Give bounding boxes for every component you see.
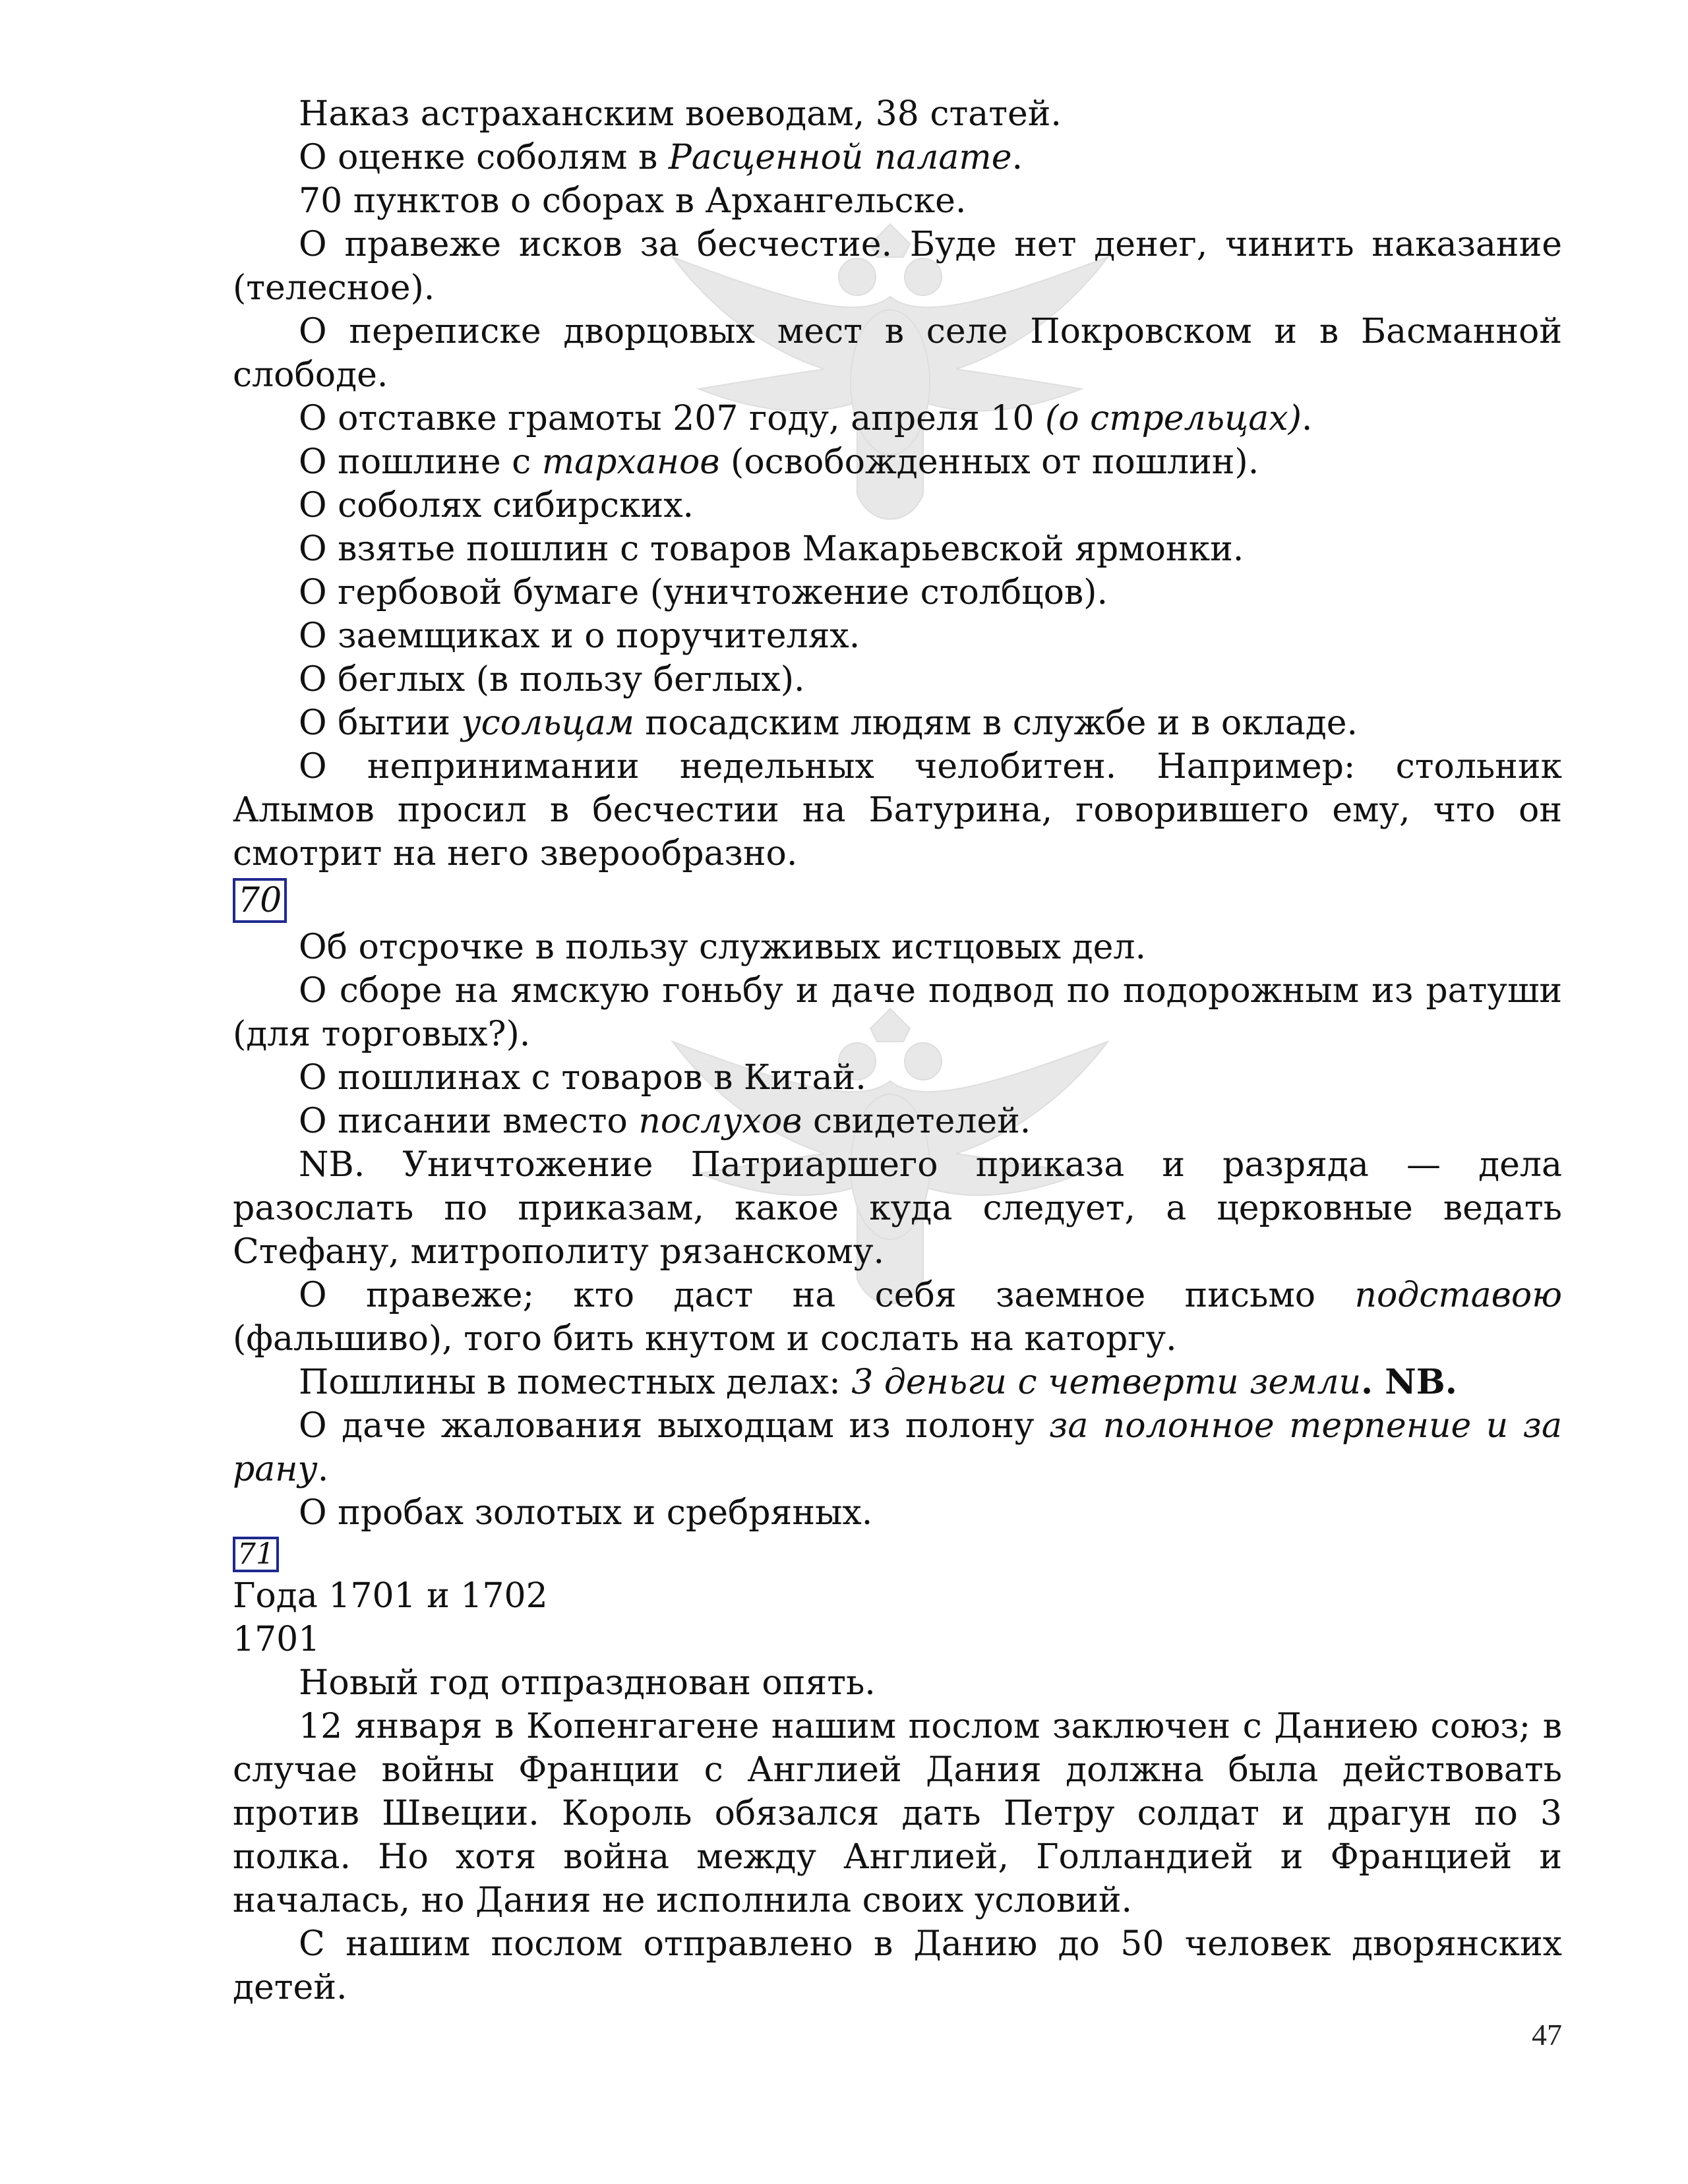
italic-term: подставою	[1354, 1276, 1562, 1315]
paragraph: О сборе на ямскую гоньбу и даче подвод по подорожным из ратуши (для торговых?).	[233, 971, 1562, 1054]
section-heading: Года 1701 и 1702	[233, 1576, 548, 1616]
italic-term: тарханов	[541, 442, 720, 482]
page-marker-70[interactable]: 70	[233, 878, 287, 923]
italic-term: 3 деньги с четверти земли	[851, 1363, 1362, 1402]
paragraph: О пробах золотых и сребряных.	[299, 1493, 873, 1533]
paragraph: О отставке грамоты 207 году, апреля 10 (о стрельцах).	[299, 399, 1313, 438]
italic-term: (о стрельцах)	[1044, 399, 1302, 438]
paragraph: О непринимании недельных челобитен. Например: стольник Алымов просил в бесчестии на Батурина, говорившего ему, что он смотрит на него зверообразно.	[233, 747, 1562, 873]
year-heading: 1701	[233, 1620, 320, 1659]
paragraph: С нашим послом отправлено в Данию до 50 человек дворянских детей.	[233, 1924, 1562, 2007]
paragraph: О взятье пошлин с товаров Макарьевской ярмонки.	[299, 529, 1244, 569]
paragraph: Новый год отпразднован опять.	[299, 1663, 876, 1703]
paragraph: О правеже; кто даст на себя заемное письмо подставою (фальшиво), того бить кнутом и сослать на каторгу.	[233, 1276, 1562, 1359]
paragraph: О беглых (в пользу беглых).	[299, 660, 805, 699]
paragraph: О соболях сибирских.	[299, 486, 694, 525]
paragraph: NB. Уничтожение Патриаршего приказа и разряда — дела разослать по приказам, какое куда следует, а церковные ведать Стефану, митрополиту рязанскому.	[233, 1145, 1562, 1272]
page-body	[233, 92, 1562, 2009]
paragraph: О правеже исков за бесчестие. Буде нет денег, чинить наказание (телесное).	[233, 225, 1562, 308]
paragraph: О даче жалования выходцам из полону за полонное терпение и за рану.	[233, 1406, 1562, 1489]
paragraph: 70 пунктов о сборах в Архангельске.	[299, 181, 967, 221]
italic-term: послухов	[638, 1102, 802, 1141]
paragraph: Об отсрочке в пользу служивых истцовых дел.	[299, 928, 1146, 967]
italic-term: за полонное терпение и за рану	[233, 1406, 1562, 1489]
paragraph: О бытии усольцам посадским людям в службе и в окладе.	[299, 703, 1358, 743]
section-bottom	[233, 1574, 1562, 2009]
italic-term: усольцам	[461, 703, 634, 743]
paragraph: Пошлины в поместных делах: 3 деньги с четверти земли. NB.	[299, 1362, 1457, 1402]
paragraph: О оценке соболям в Расценной палате.	[299, 138, 1023, 177]
page-marker-71[interactable]: 71	[233, 1537, 279, 1572]
section-mid	[233, 926, 1562, 1535]
paragraph: 12 января в Копенгагене нашим послом заключен с Даниею союз; в случае войны Франции с Англией Дания должна была действовать против Швеции. Король обязался дать Петру солдат и драгун по 3 полка. Но хотя война между Англией, Голландией и Францией и началась, но Дания не исполнила своих условий.	[233, 1707, 1562, 1920]
paragraph: О заемщиках и о поручителях.	[299, 616, 860, 656]
paragraph: О пошлинах с товаров в Китай.	[299, 1058, 866, 1098]
paragraph: О гербовой бумаге (уничтожение столбцов).	[299, 573, 1108, 612]
paragraph: О переписке дворцовых мест в селе Покровском и в Басманной слободе.	[233, 312, 1562, 395]
page-marker-row	[233, 875, 1562, 926]
italic-term: Расценной палате	[668, 138, 1012, 177]
bold-note: . NB.	[1361, 1362, 1457, 1402]
paragraph: О писании вместо послухов свидетелей.	[299, 1102, 1031, 1141]
paragraph: Наказ астраханским воеводам, 38 статей.	[299, 94, 1062, 134]
page-number: 47	[1532, 2018, 1562, 2051]
paragraph: О пошлине с тарханов (освобожденных от пошлин).	[299, 442, 1259, 482]
section-top	[233, 92, 1562, 875]
page-marker-row	[233, 1535, 1562, 1574]
